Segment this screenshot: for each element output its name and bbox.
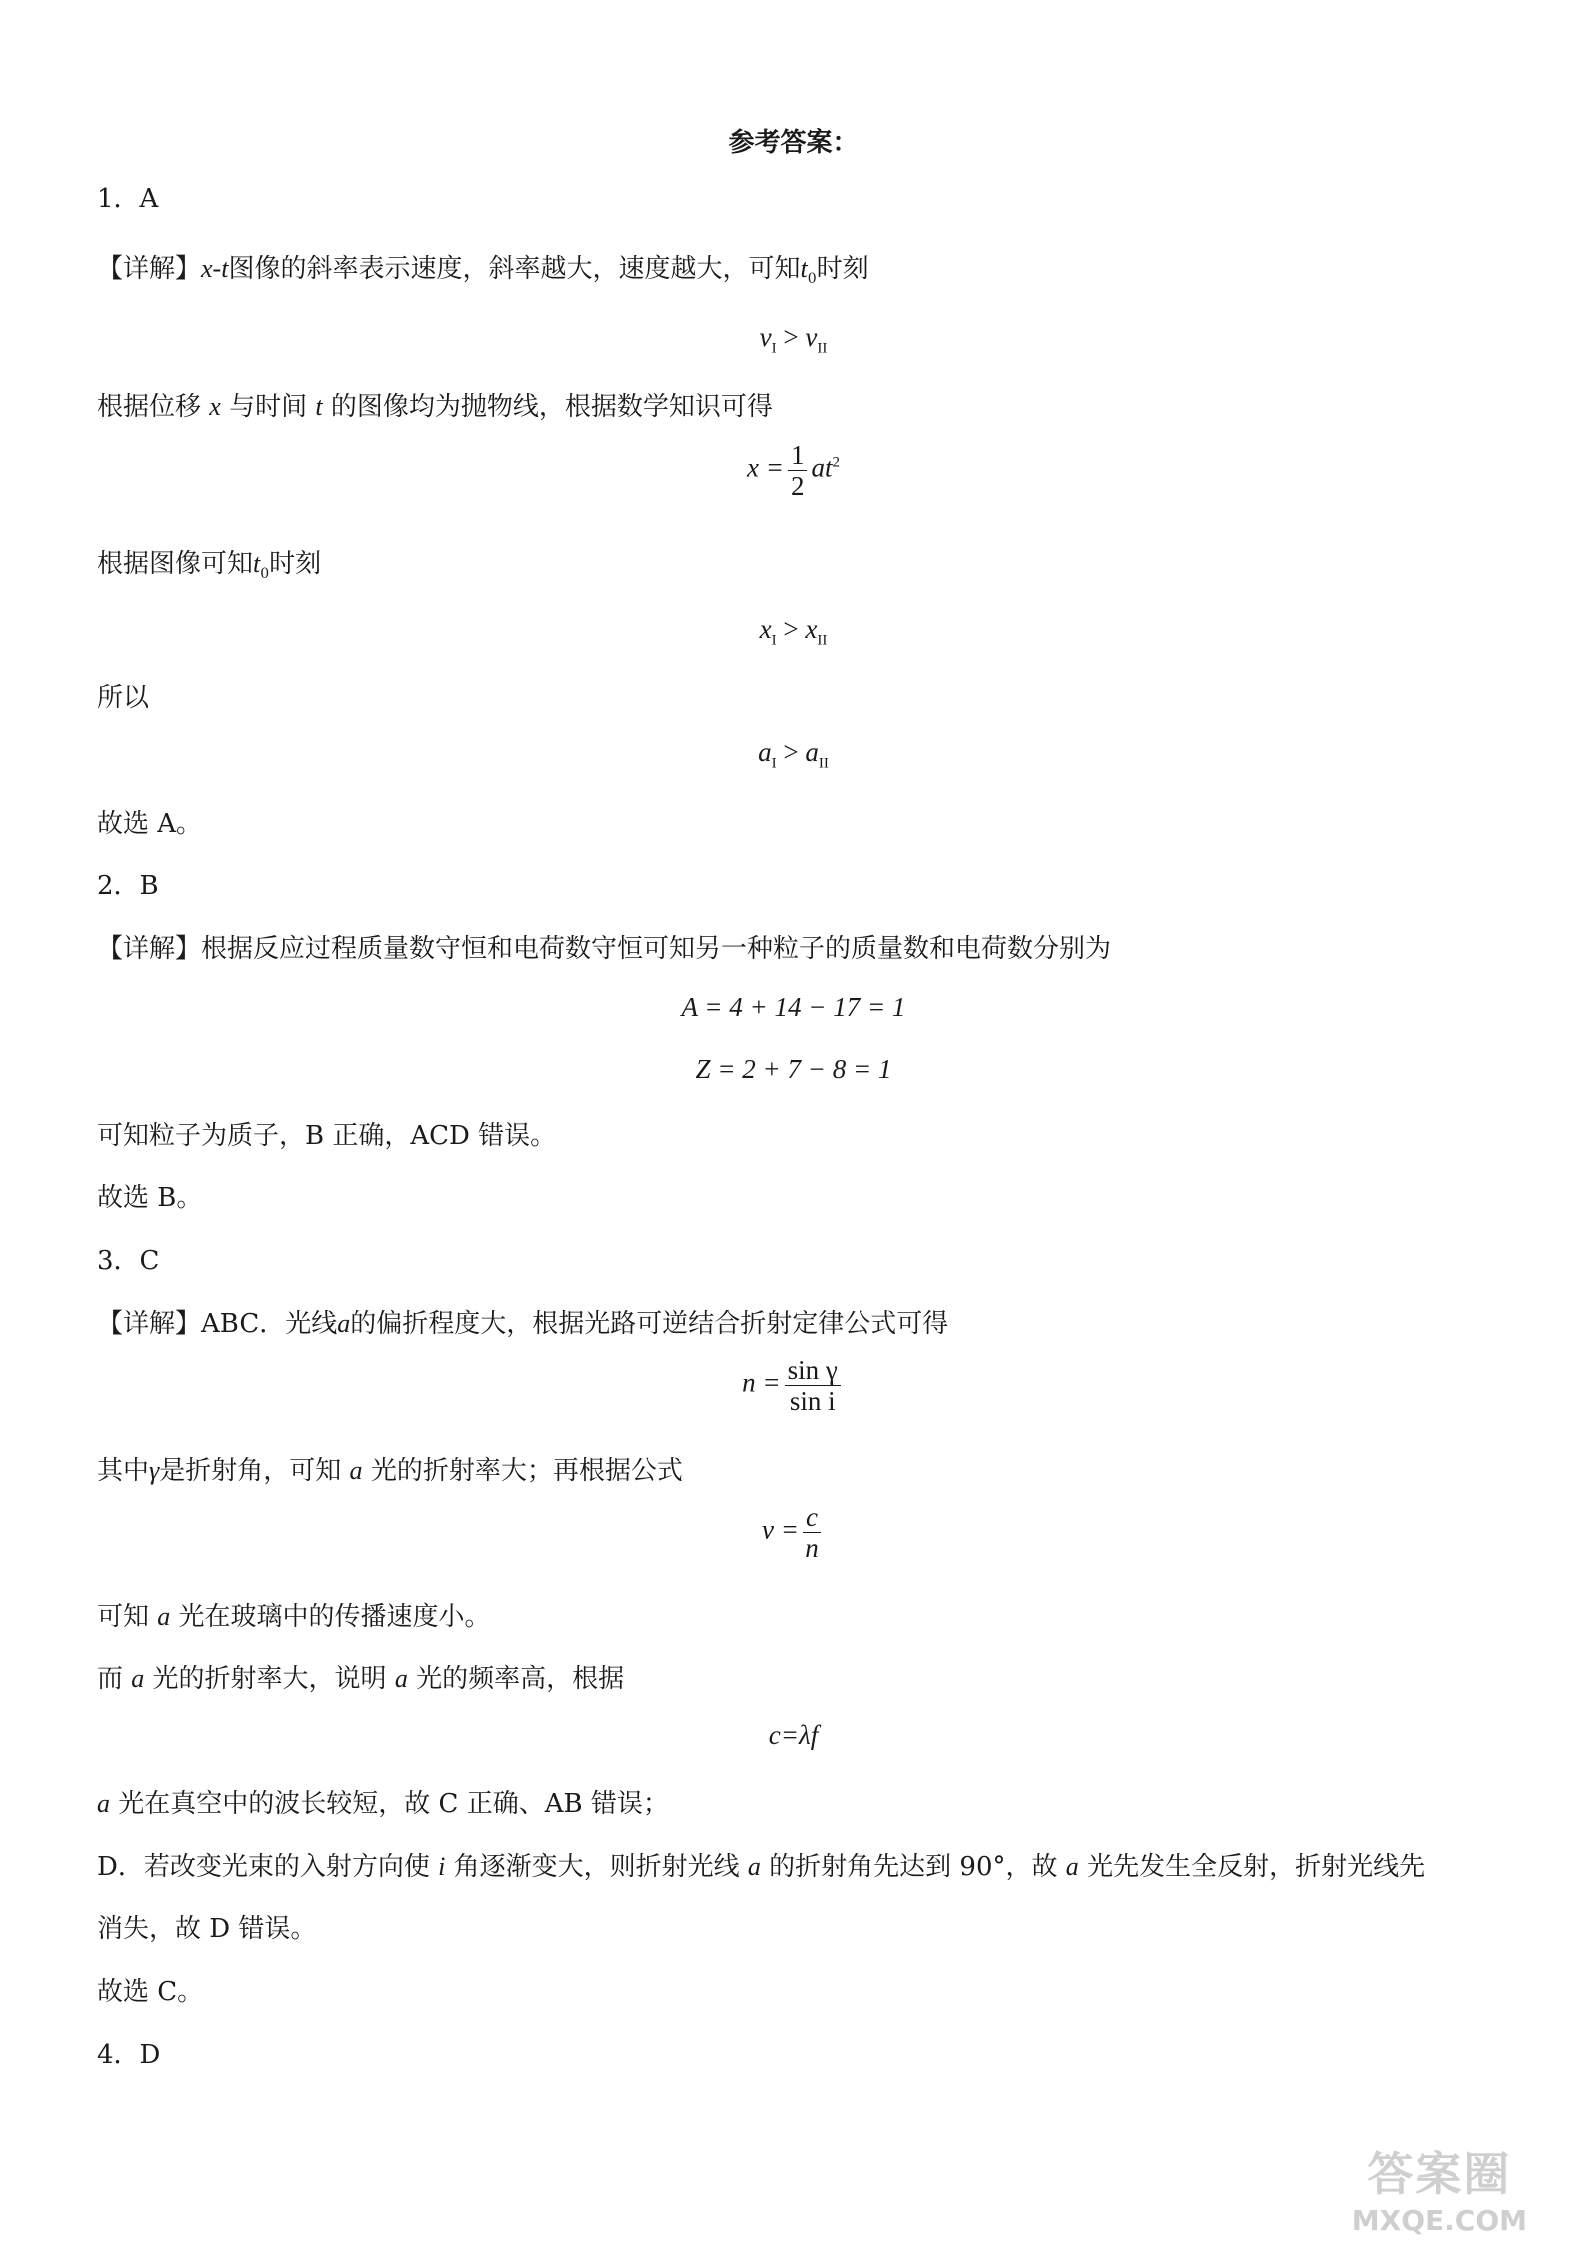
q1-detail-line: 【详解】x-t图像的斜率表示速度，斜率越大，速度越大，可知$t_0$时刻 [97,254,869,288]
q2-line-proton: 可知粒子为质子，B 正确，ACD 错误。 [97,1121,557,1151]
q3-equation-speed: v = $\frac{c}{n}$ [0,1502,1587,1563]
q1-equation-acceleration: $a_I > a_{II}$ [758,737,829,772]
watermark-text: 答案圈 [1367,2147,1512,2201]
watermark-site: MXQE.COM [1351,2204,1527,2237]
q3-line-speed: 可知 a 光在玻璃中的传播速度小。 [97,1602,491,1632]
q2-detail-line: 【详解】根据反应过程质量数守恒和电荷数守恒可知另一种粒子的质量数和电荷数分别为 [97,934,1112,964]
watermark-logo [1352,2138,1527,2237]
q3-equation-wave: c=λf [768,1720,819,1750]
q2-conclusion: 故选 B。 [97,1183,203,1213]
q3-conclusion: 故选 C。 [97,1977,204,2007]
q1-number: 1．A [97,184,159,214]
q3-number: 3．C [97,1246,160,1276]
q4-number: 4．D [97,2040,161,2070]
q3-equation-refraction: n = $\frac{\text{sin γ}}{\text{sin i}}$ [0,1355,1587,1416]
q3-line-option-d: D．若改变光束的入射方向使 i 角逐渐变大，则折射光线 a 的折射角先达到 90°，故 a 光先发生全反射，折射光线先 [97,1852,1426,1882]
q2-equation-mass: A = 4 + 14 − 17 = 1 [681,992,906,1022]
q3-line-refraction-angle: 其中γ是折射角，可知 a 光的折射率大；再根据公式 [97,1456,683,1486]
q3-line-disappear: 消失，故 D 错误。 [97,1914,317,1944]
q1-line-therefore: 所以 [97,683,150,713]
q1-line-graph: 根据图像可知$t_0$时刻 [97,549,322,583]
q1-line-parabola: 根据位移 x 与时间 t 的图像均为抛物线，根据数学知识可得 [97,392,773,422]
q1-equation-velocity: $v_I > v_{II}$ [759,322,828,357]
q2-number: 2．B [97,871,159,901]
q1-conclusion: 故选 A。 [97,809,203,839]
page-title: 参考答案： [728,128,859,158]
q3-detail-line: 【详解】ABC．光线a的偏折程度大，根据光路可逆结合折射定律公式可得 [97,1309,949,1339]
q1-equation-displacement: x = $\frac{1}{2}$ $at^2$ [747,440,840,501]
q2-equation-charge: Z = 2 + 7 − 8 = 1 [695,1054,892,1084]
q3-line-wavelength: a 光在真空中的波长较短，故 C 正确、AB 错误； [97,1789,669,1819]
q3-line-frequency: 而 a 光的折射率大，说明 a 光的频率高，根据 [97,1664,625,1694]
q1-equation-position: $x_I > x_{II}$ [759,614,828,649]
